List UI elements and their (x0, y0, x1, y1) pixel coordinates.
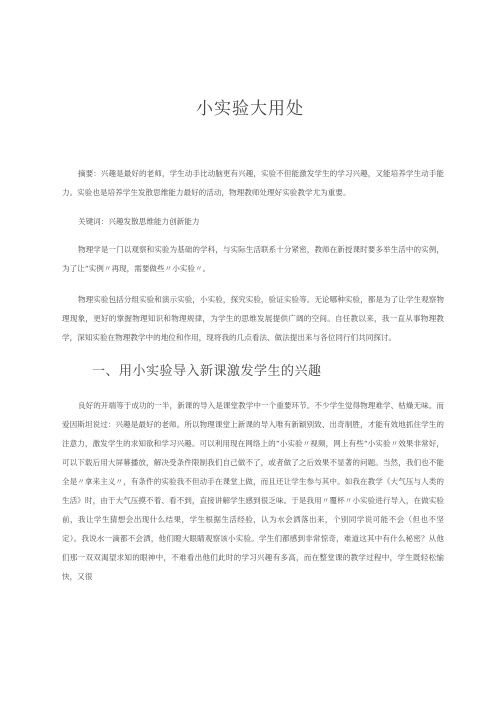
section-heading: 一、用小实验导入新课激发学生的兴趣 (92, 364, 322, 379)
body-paragraph: 物理实验包括分组实验和演示实验，小实验，探究实验，验证实验等。无论哪种实验，都是为了让学生观察物理现象，更好的掌握物理知识和物理规律，为学生的思维发展提供广阔的空间。自任教以来，我一直从事物理教学，深知实验在物理教学中的地位和作用，现将我的几点看法、做法提出来与各位同行们共同探讨。 (62, 295, 444, 342)
body-paragraph: 物理学是一门以观察和实验为基础的学科，与实际生活联系十分紧密，教师在新授课时要多举生活中的实例，为了让“实例〃再现，需要做些〃小实验〃。 (62, 245, 444, 273)
body-paragraph: 良好的开端等于成功的一半，新课的导入是课堂教学中一个重要环节。不少学生觉得物理难学、枯燥无味。而爱因斯坦说过：兴趣是最好的老师。所以物理课堂上新课的导入唯有新颖别致、出奇制胜，才能有效地抓住学生的注意力，激发学生的求知欲和学习兴趣。可以利用现在网络上的“小实验〃视频，网上有些“小实验〃效果非常好，可以下载后用大屏幕播放，解决受条件限制我们自己做不了，或者做了之后效果不显著的问题。当然，我们也不能全是〃拿来主义〃，有条件的实验我不但动手在课堂上做，而且还让学生参与其中。如我在教学《大气压与人类的生活》时，由于大气压摸不着、看不到，直接讲解学生感到很乏味。于是我用〃覆杯〃小实验进行导入，在做实验前，我让学生猜想会出现什么结果，学生根据生活经验，认为水会洒落出来，个别同学说可能不会（但也不坚定）。我说水一滴都不会洒，他们瞪大眼睛观察该小实验。学生们都感到非常惊奇，难道这其中有什么秘密？从他们那一双双渴望求知的眼神中，不难看出他们此时的学习兴趣有多高，而在整堂课的教学过程中，学生既轻松愉快，又很 (62, 401, 444, 581)
keywords-line: 关键词：兴趣发散思维能力创新能力 (78, 217, 200, 226)
document-title: 小实验大用处 (196, 99, 304, 119)
abstract-paragraph: 摘要：兴趣是最好的老师，学生动手比动脑更有兴趣，实验不但能激发学生的学习兴趣，又能培养学生动手能力。实验也是培养学生发散思维能力最好的活动，物理教师处理好实验教学尤为重要。 (62, 169, 444, 197)
